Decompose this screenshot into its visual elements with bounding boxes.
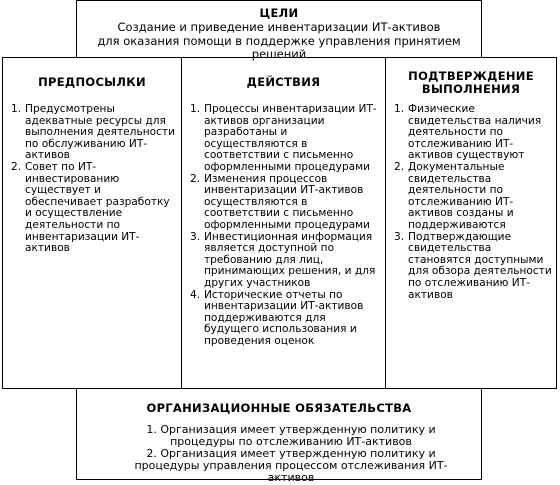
verification-title-line-2: ВЫПОЛНЕНИЯ: [421, 82, 521, 96]
verification-list: [386, 104, 556, 301]
item-text: Организация имеет утвержденную политику и процедуры по отслеживанию ИТ-активов: [160, 423, 436, 448]
item-text: Процессы инвентаризации ИТ-активов организации разработаны и осуществляются в соответствии с письменно оформленными процедурами: [204, 103, 377, 173]
item-text: Предусмотрены адекватные ресурсы для выполнения деятельности по обслуживанию ИТ-активов: [25, 103, 175, 162]
goals-line-1: Создание и приведение инвентаризации ИТ-активов: [117, 20, 441, 34]
item-text: Физические свидетельства наличия деятельности по отслеживанию ИТ-активов существуют: [408, 103, 542, 162]
item-number: 1.: [11, 103, 22, 115]
verification-column: [385, 58, 556, 388]
actions-item-2: [190, 174, 381, 232]
goals-title: ЦЕЛИ: [259, 6, 299, 20]
actions-item-3: [190, 232, 381, 290]
prerequisites-item-1: [11, 104, 177, 162]
item-text: Исторические отчеты по инвентаризации ИТ-активов поддерживаются для будущего использования и проведения оценок: [204, 288, 364, 347]
item-number: 4.: [190, 288, 201, 301]
item-number: 3.: [190, 230, 201, 243]
obligations-item-1: [121, 424, 461, 448]
actions-item-4: [190, 290, 381, 348]
prerequisites-item-2: [11, 162, 177, 255]
item-number: 1.: [394, 103, 405, 115]
verification-item-2: [394, 162, 552, 232]
obligations-box: [76, 388, 482, 484]
item-text: Инвестиционная информация является доступной по требованию для лиц, принимающих решения, и для других участников: [204, 230, 376, 289]
obligations-title: ОРГАНИЗАЦИОННЫЕ ОБЯЗАТЕЛЬСТВА: [146, 401, 412, 415]
item-number: 3.: [394, 230, 405, 243]
verification-item-3: [394, 232, 552, 302]
goals-line-2: для оказания помощи в поддержке управления принятием решений: [97, 34, 461, 61]
item-text: Совет по ИТ-инвестированию существует и обеспечивает разработку и осуществление деятельности по инвентаризации ИТ-активов: [25, 160, 170, 255]
item-number: 1.: [146, 423, 161, 436]
actions-list: [182, 104, 385, 347]
verification-title: [386, 70, 556, 104]
item-text: Изменения процессов инвентаризации ИТ-активов осуществляются в соответствии с письменно оформленными процедурами: [204, 172, 371, 231]
verification-item-1: [394, 104, 552, 162]
item-number: 2.: [190, 172, 201, 185]
verification-title-line-1: ПОДТВЕРЖДЕНИЕ: [408, 69, 534, 83]
item-number: 1.: [190, 103, 201, 115]
item-number: 2.: [394, 160, 405, 173]
goals-box: [76, 0, 482, 61]
actions-item-1: [190, 104, 381, 174]
prerequisites-list: [3, 104, 181, 255]
item-number: 2.: [146, 447, 161, 460]
actions-column: [181, 58, 385, 388]
columns-row: [2, 57, 557, 389]
obligations-item-2: [121, 448, 461, 484]
obligations-list: [77, 424, 481, 484]
prerequisites-column: [3, 58, 181, 388]
actions-title: ДЕЙСТВИЯ: [246, 75, 321, 89]
item-text: Документальные свидетельства деятельности по отслеживанию ИТ-активов созданы и поддерживаются: [408, 160, 514, 231]
item-number: 2.: [11, 160, 22, 173]
item-text: Организация имеет утвержденную политику и процедуры управления процессом отслеживания ИТ-активов: [134, 447, 448, 484]
prerequisites-title: ПРЕДПОСЫЛКИ: [38, 75, 146, 89]
item-text: Подтверждающие свидетельства становятся доступными для обзора деятельности по отслеживанию ИТ-активов: [408, 230, 552, 301]
